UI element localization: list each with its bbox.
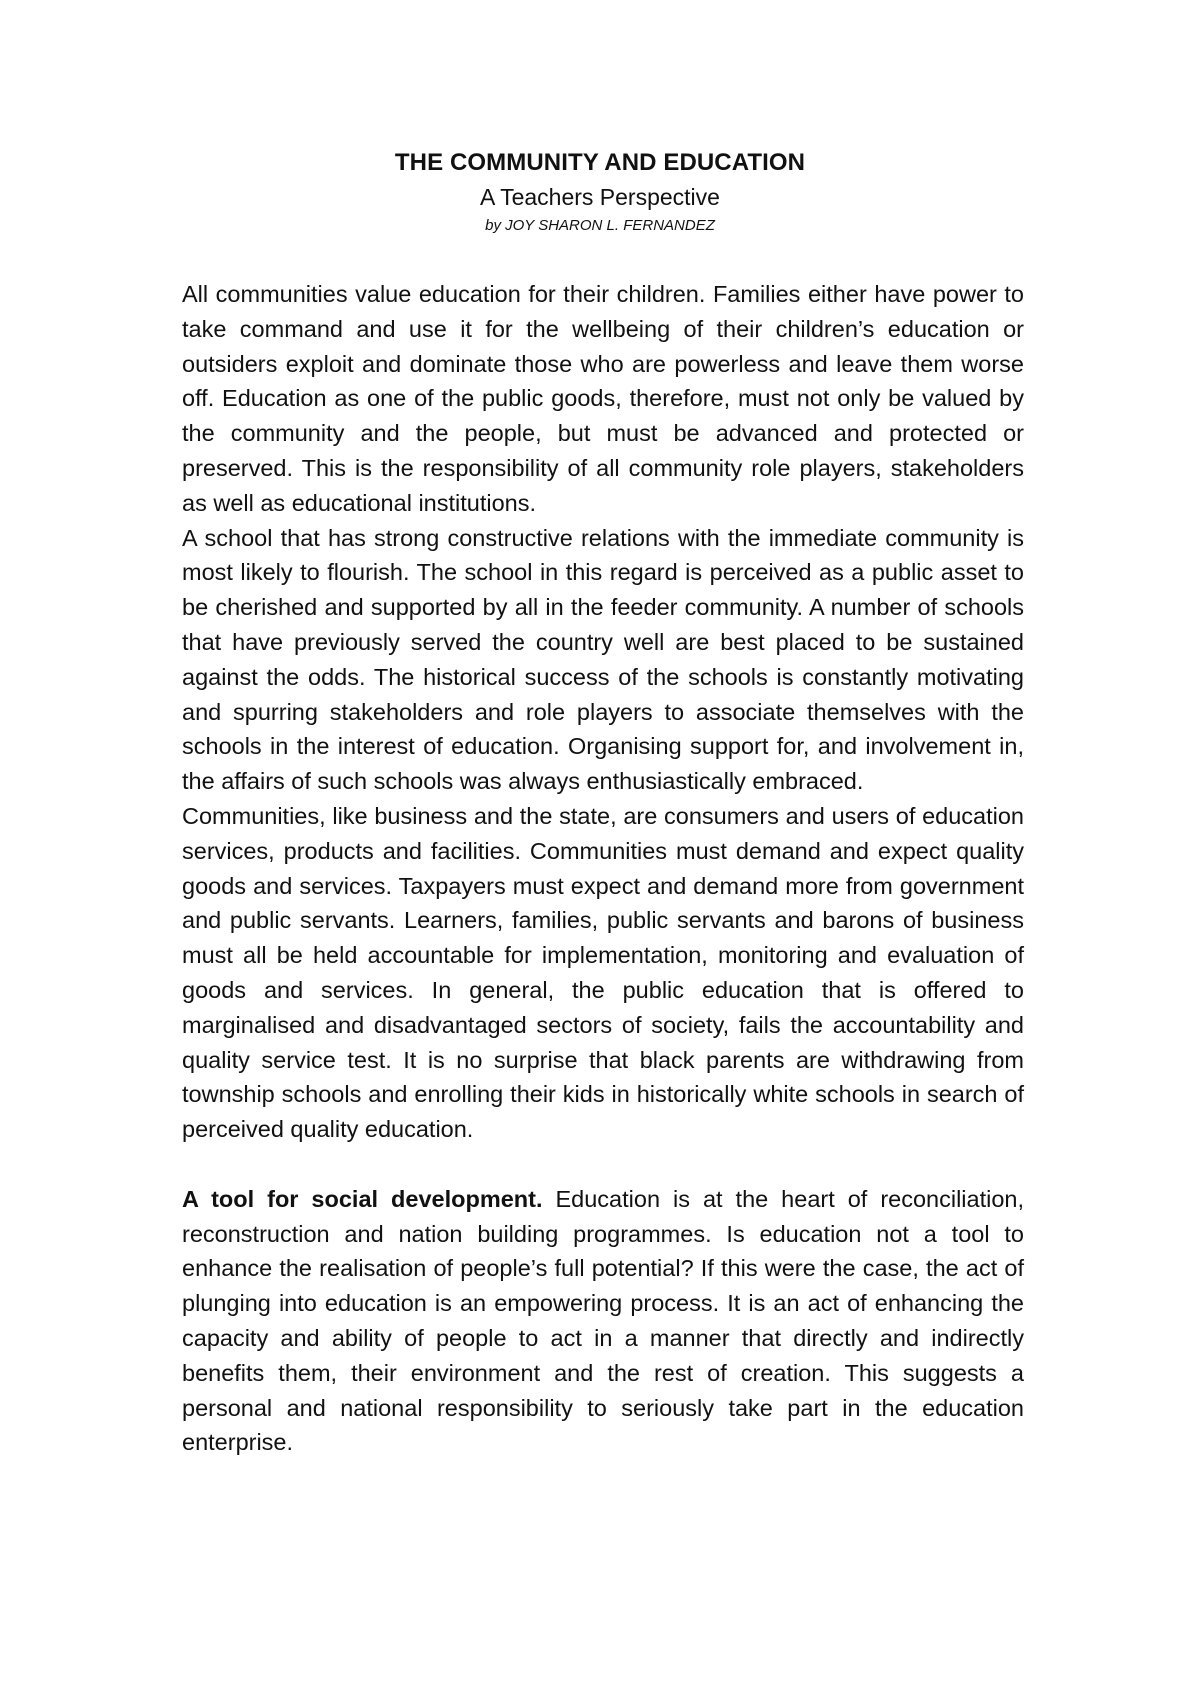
section-text: Education is at the heart of reconciliation, reconstruction and nation building programmes. Is education not a tool to enhance the realisation of people’s full potential? If this were the case, the act of plunging into education is an empowering process. It is an act of enhancing the capacity and ability of people to act in a manner that directly and indirectly benefits them, their environment and the rest of creation. This suggests a personal and national responsibility to seriously take part in the education enterprise. — [182, 1185, 1024, 1456]
document-subtitle: A Teachers Perspective — [480, 184, 720, 210]
document-body — [182, 277, 1024, 1460]
paragraph-spacer — [182, 1147, 1024, 1182]
paragraph-1: All communities value education for their children. Families either have power to take command and use it for the wellbeing of their children’s education or outsiders exploit and dominate those who are powerless and leave them worse off. Education as one of the public goods, therefore, must not only be valued by the community and the people, but must be advanced and protected or preserved. This is the responsibility of all community role players, stakeholders as well as educational institutions. — [182, 281, 1024, 516]
paragraph-3: Communities, like business and the state, are consumers and users of education services, products and facilities. Communities must demand and expect quality goods and services. Taxpayers must expect and demand more from government and public servants. Learners, families, public servants and barons of business must all be held accountable for implementation, monitoring and evaluation of goods and services. In general, the public education that is offered to marginalised and disadvantaged sectors of society, fails the accountability and quality service test. It is no surprise that black parents are withdrawing from township schools and enrolling their kids in historically white schools in search of perceived quality education. — [182, 802, 1024, 1143]
document-header — [0, 146, 1200, 238]
section-paragraph — [182, 1182, 1024, 1460]
document-title: THE COMMUNITY AND EDUCATION — [394, 149, 806, 176]
paragraph-2: A school that has strong constructive relations with the immediate community is most likely to flourish. The school in this regard is perceived as a public asset to be cherished and supported by all in the feeder community. A number of schools that have previously served the country well are best placed to be sustained against the odds. The historical success of the schools is constantly motivating and spurring stakeholders and role players to associate themselves with the schools in the interest of education. Organising support for, and involvement in, the affairs of such schools was always enthusiastically embraced. — [182, 524, 1024, 795]
author-byline: by JOY SHARON L. FERNANDEZ — [485, 217, 715, 234]
section-heading: A tool for social development. — [182, 1185, 543, 1212]
